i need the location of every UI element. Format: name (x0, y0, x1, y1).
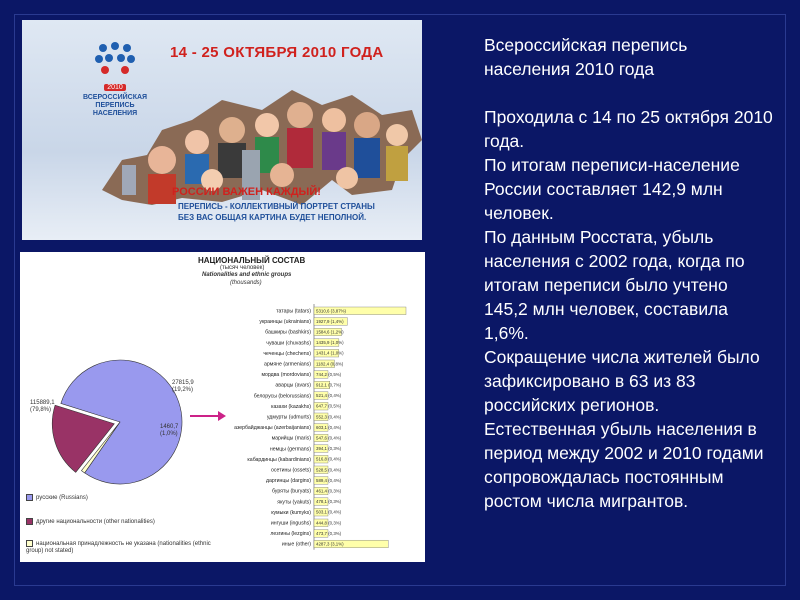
bar-value-label: 478,1 (0,3%) (316, 499, 342, 505)
bar-category-label: осетины (ossets) (271, 467, 311, 474)
text-paragraph-regions: Сокращение числа жителей было зафиксировано в 63 из 83 российских регионов. (484, 347, 760, 415)
bar-category-label: татары (tatars) (276, 308, 311, 315)
bar-category-label: даргинцы (dargins) (265, 478, 311, 485)
bar-value-label: 1182,4 (0,8%) (316, 361, 344, 367)
census-poster (22, 20, 422, 240)
logo-text-2: ПЕРЕПИСЬ НАСЕЛЕНИЯ (92, 102, 138, 117)
pie-label-others: 27815,9 (19,2%) (172, 380, 194, 393)
poster-slogan: РОССИИ ВАЖЕН КАЖДЫЙ! (172, 186, 321, 198)
legend-swatch-not-stated (26, 540, 33, 547)
pie-label-not-stated: 1460,7 (1,0%) (160, 424, 179, 437)
bar-category-label: украинцы (ukrainians) (259, 319, 311, 326)
text-spacer (484, 81, 774, 105)
poster-subtitle-1: ПЕРЕПИСЬ - КОЛЛЕКТИВНЫЙ ПОРТРЕТ СТРАНЫ (178, 202, 375, 211)
bar-category-label: иные (other) (281, 541, 311, 548)
bar-value-label: 461,4 (0,3%) (316, 488, 342, 494)
bar-value-label: 647,7 (0,5%) (316, 403, 342, 409)
legend-swatch-others (26, 518, 33, 525)
legend-item-not-stated: национальная принадлежность не указана (nationalities (ethnic group) not stated) (26, 541, 211, 555)
logo-text-1: ВСЕРОССИЙСКАЯ (82, 94, 148, 101)
bar-category-label: аварцы (avars) (275, 382, 311, 389)
bar-category-label: армяне (armenians) (263, 361, 311, 368)
bar-value-label: 552,3 (0,4%) (316, 414, 342, 420)
bar-value-label: 528,5 (0,4%) (316, 467, 342, 473)
bar-value-label: 1431,4 (1,0%) (316, 350, 344, 356)
text-paragraph-decline: По данным Росстата, убыль населения с 2002 года, когда по итогам переписи было учтено 145,2 млн человек, составила 1,6%. (484, 227, 745, 343)
bar-value-label: 5310,6 (3,87%) (316, 308, 347, 314)
chart-subtitle-en: Nationalities and ethnic groups (202, 272, 292, 278)
bar-value-label: 603,1 (0,4%) (316, 424, 342, 430)
nationalities-chart-panel (20, 252, 425, 562)
bar-value-label: 4287,3 (3,1%) (316, 541, 344, 547)
bar-category-label: казахи (kazakhs) (271, 403, 311, 410)
bar-category-label: кабардинцы (kabardinians) (247, 456, 311, 463)
poster-subtitle-2: БЕЗ ВАС ОБЩАЯ КАРТИНА БУДЕТ НЕПОЛНОЙ. (178, 213, 367, 222)
bar-value-label: 1435,9 (1,0%) (316, 340, 344, 346)
legend-swatch-russians (26, 494, 33, 501)
bar-category-label: марийцы (maris) (271, 435, 311, 442)
bar-value-label: 516,8 (0,4%) (316, 456, 342, 462)
bar-category-label: мордва (mordovians) (261, 372, 311, 379)
bar-category-label: лезгины (lezgins) (270, 531, 311, 538)
slide-text (484, 33, 774, 513)
logo-year: 2010 (104, 84, 126, 91)
logo-dots-icon (95, 42, 135, 76)
bar-category-label: удмурты (udmurts) (266, 414, 311, 421)
legend-item-others: другие национальности (other nationalities) (26, 518, 155, 526)
bar-category-label: азербайджанцы (azerbaijanians) (234, 425, 311, 432)
chart-title: НАЦИОНАЛЬНЫЙ СОСТАВ (198, 256, 306, 265)
chart-subtitle-ru: (тысяч человек) (220, 265, 265, 271)
bar-category-label: немцы (germans) (269, 446, 311, 453)
bar-value-label: 473,7 (0,3%) (316, 530, 342, 536)
bar-category-label: якуты (yakuts) (277, 499, 311, 506)
bar-category-label: кумыки (kumyks) (271, 509, 311, 516)
bar-value-label: 1584,6 (1,2%) (316, 329, 344, 335)
poster-date-banner: 14 - 25 ОКТЯБРЯ 2010 ГОДА (170, 44, 384, 61)
bar-category-label: чуваши (chuvashs) (266, 340, 311, 347)
bar-value-label: 503,1 (0,4%) (316, 509, 342, 515)
text-heading: Всероссийская перепись населения 2010 года (484, 35, 688, 79)
bar-value-label: 1927,9 (1,4%) (316, 318, 344, 324)
bar-value-label: 589,4 (0,4%) (316, 477, 342, 483)
bar-category-label: башкиры (bashkirs) (265, 329, 311, 336)
text-paragraph-population: По итогам переписи-население России составляет 142,9 млн человек. (484, 155, 740, 223)
bar-value-label: 744,2 (0,5%) (316, 371, 342, 377)
bar-chart (220, 300, 420, 560)
bar-value-label: 444,8 (0,3%) (316, 520, 342, 526)
text-paragraph-dates: Проходила с 14 по 25 октября 2010 года. (484, 107, 773, 151)
pie-label-russians: 115889,1 (79,8%) (30, 400, 55, 413)
bar-category-label: ингуши (ingushs) (270, 520, 311, 527)
bar-category-label: белорусы (belorussians) (253, 393, 311, 400)
bar-value-label: 912,1 (0,7%) (316, 382, 342, 388)
bar-category-label: буряты (buryats) (271, 488, 311, 495)
bar-value-label: 547,6 (0,4%) (316, 435, 342, 441)
bar-value-label: 521,4 (0,4%) (316, 393, 342, 399)
bar-value-label: 394,1 (0,3%) (316, 446, 342, 452)
chart-subtitle-units: (thousands) (230, 280, 262, 286)
text-paragraph-migrants: Естественная убыль населения в период между 2002 и 2010 годами сопровождалась постоянным ростом числа мигрантов. (484, 419, 764, 511)
legend-item-russians: русские (Russians) (26, 494, 88, 502)
bar-category-label: чеченцы (chechens) (263, 350, 311, 357)
